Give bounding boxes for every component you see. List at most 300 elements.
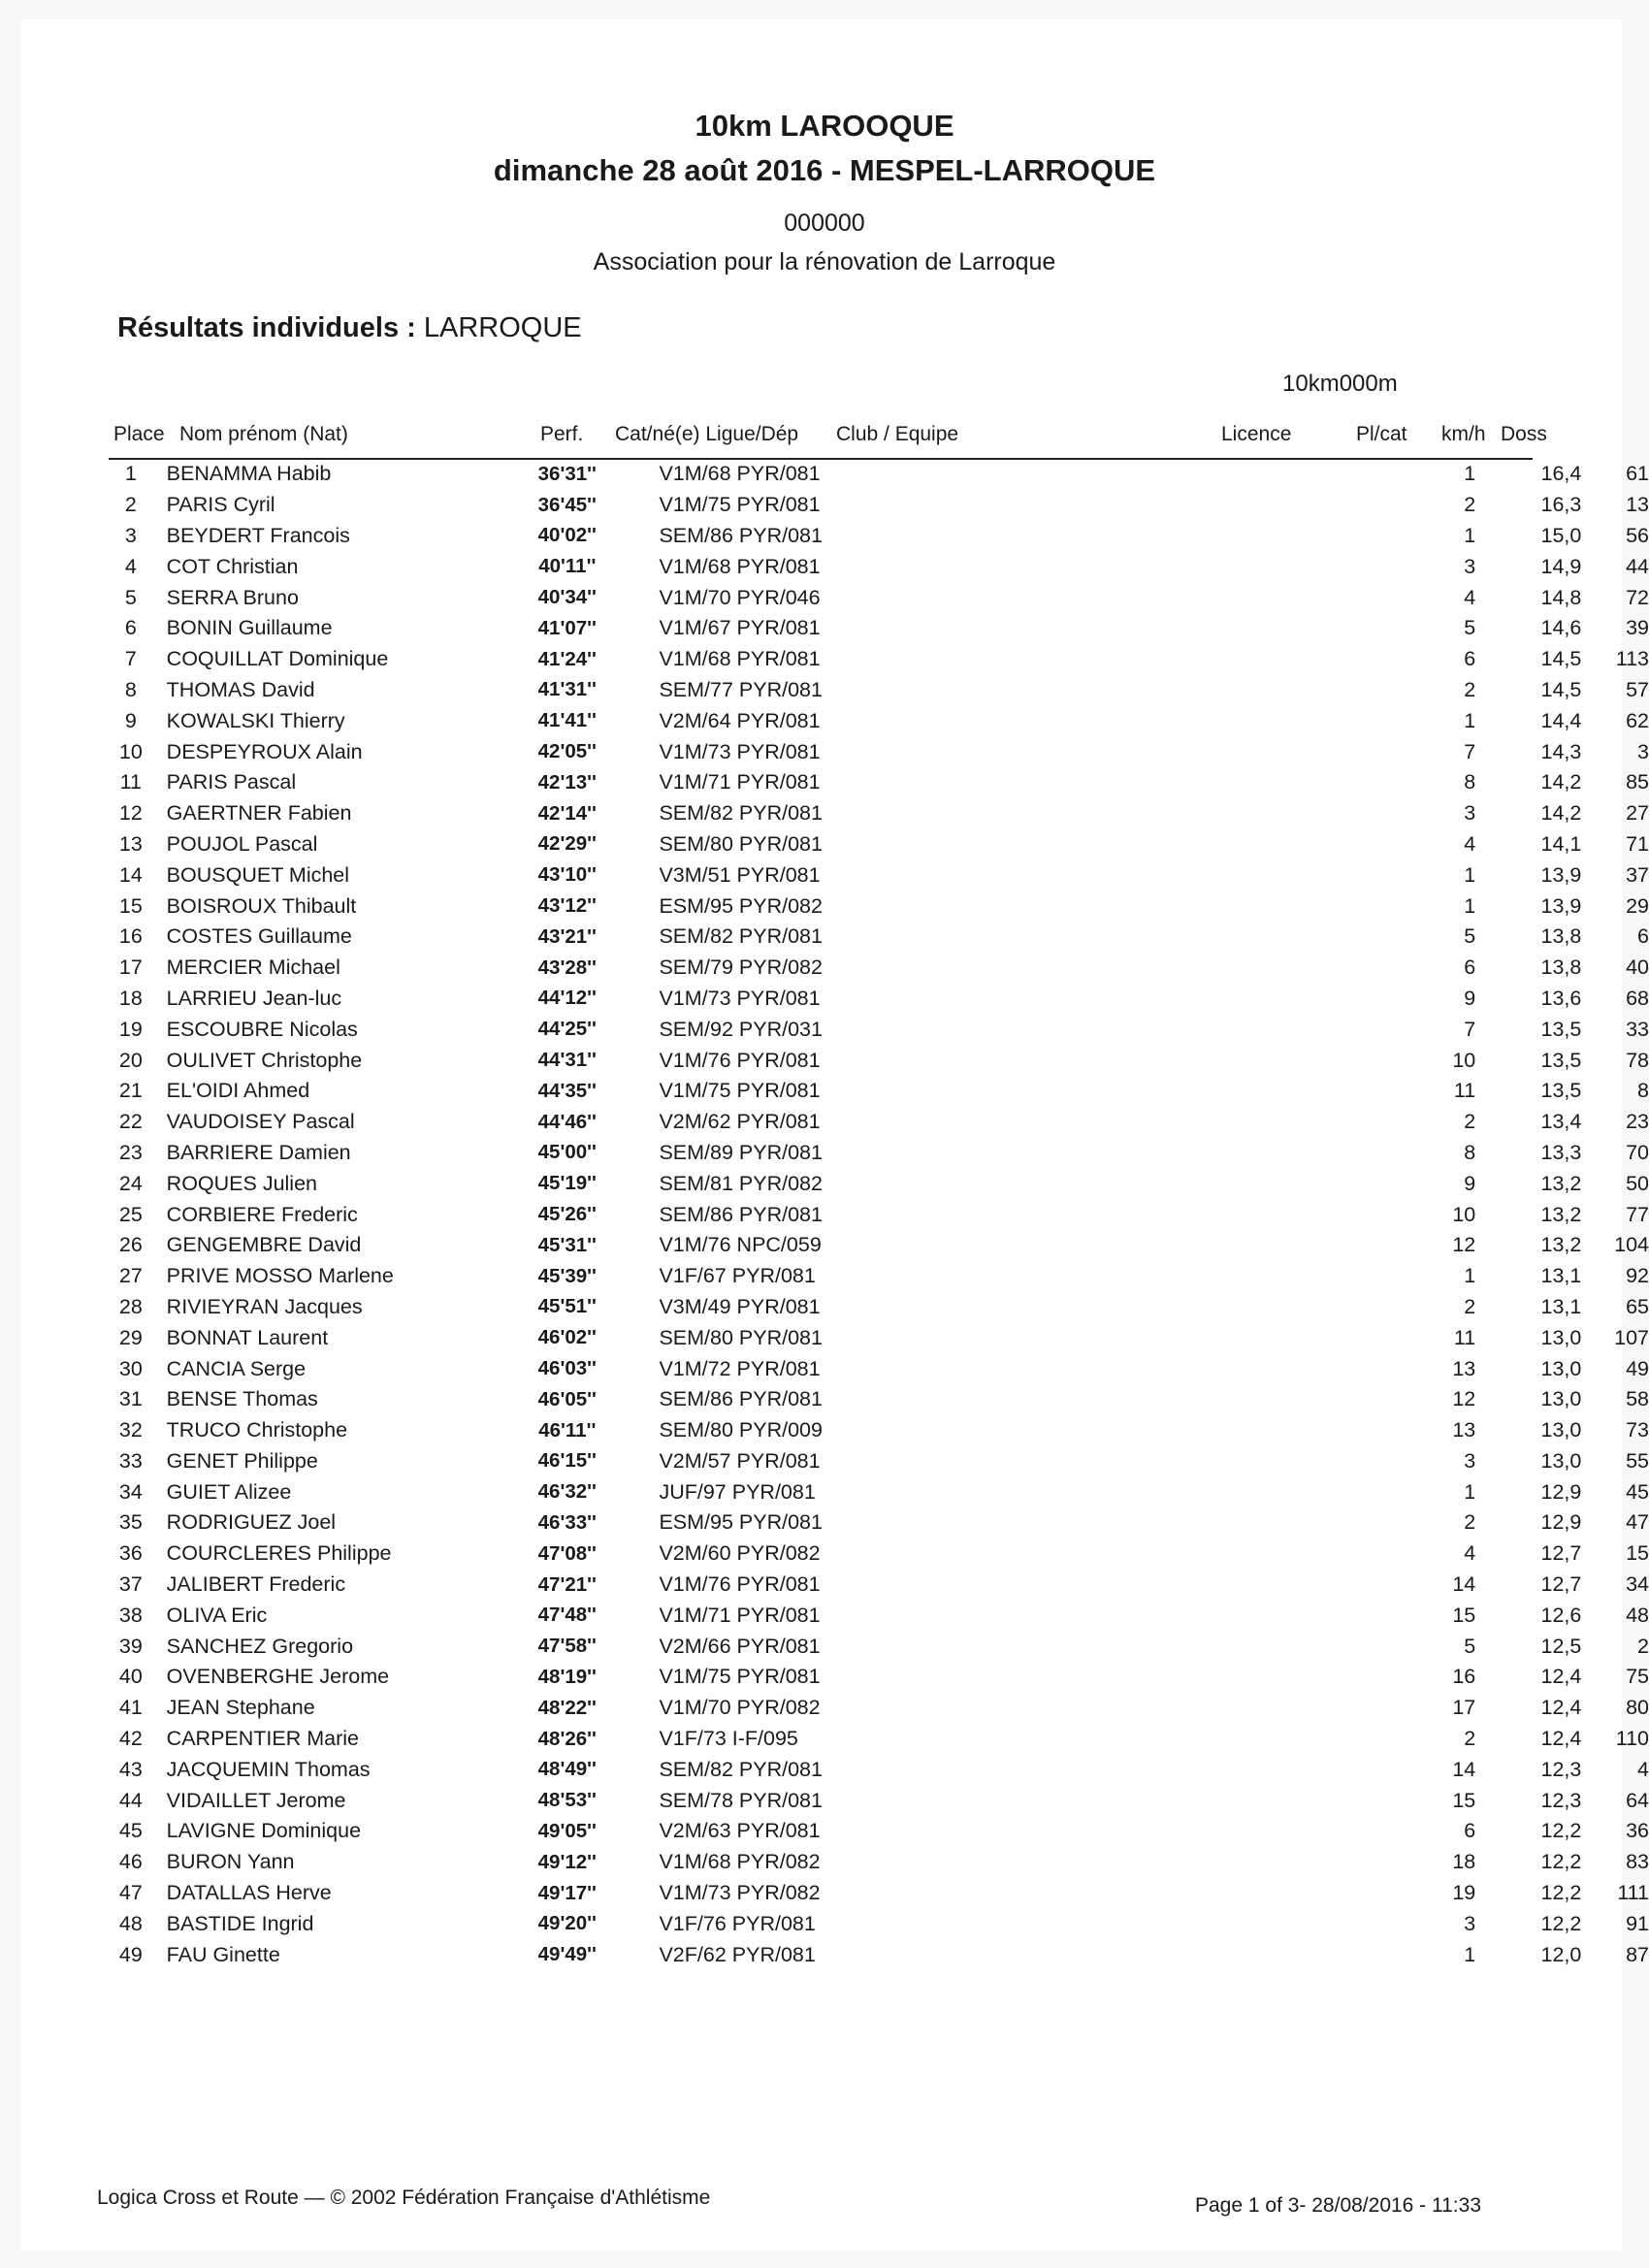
result-club <box>910 1199 1322 1230</box>
result-perf: 43'12'' <box>537 894 597 918</box>
result-bib: 2 <box>1637 1634 1649 1658</box>
result-place: 37 <box>118 1572 143 1597</box>
table-row <box>107 1693 1649 1724</box>
result-club <box>910 490 1322 521</box>
result-place-in-category: 3 <box>1464 554 1476 578</box>
result-category: V1M/71 PYR/081 <box>659 770 821 794</box>
table-row <box>107 767 1649 798</box>
result-club <box>910 798 1322 829</box>
result-place: 38 <box>118 1603 143 1627</box>
result-bib: 110 <box>1615 1727 1649 1751</box>
result-name: THOMAS David <box>166 677 315 701</box>
result-club <box>910 922 1322 953</box>
result-perf: 42'13'' <box>537 770 597 794</box>
result-perf: 44'25'' <box>537 1018 597 1041</box>
col-plcat: Pl/cat <box>1356 423 1407 445</box>
result-category: V1M/75 PYR/081 <box>659 1079 821 1103</box>
result-category: JUF/97 PYR/081 <box>659 1479 816 1504</box>
result-category: V1M/73 PYR/081 <box>659 986 821 1010</box>
result-name: ESCOUBRE Nicolas <box>166 1017 358 1041</box>
result-club <box>910 1816 1322 1847</box>
table-row <box>107 736 1649 767</box>
result-perf: 49'05'' <box>537 1819 597 1842</box>
table-row <box>107 1168 1649 1199</box>
result-perf: 46'33'' <box>537 1510 597 1534</box>
result-place-in-category: 6 <box>1464 1819 1476 1843</box>
result-perf: 47'48'' <box>537 1604 597 1627</box>
result-speed: 13,8 <box>1540 924 1582 949</box>
result-place: 47 <box>118 1881 143 1905</box>
result-perf: 43'28'' <box>537 956 597 979</box>
result-perf: 43'21'' <box>537 924 597 948</box>
result-place: 32 <box>118 1418 143 1442</box>
result-perf: 46'05'' <box>537 1387 597 1410</box>
result-club <box>910 1908 1322 1939</box>
result-place: 49 <box>118 1942 143 1966</box>
table-row <box>107 459 1649 490</box>
result-place: 16 <box>118 924 143 949</box>
result-category: V1M/72 PYR/081 <box>659 1356 821 1380</box>
result-bib: 85 <box>1626 770 1649 794</box>
result-club <box>910 551 1322 582</box>
result-club <box>910 459 1322 490</box>
result-place: 28 <box>118 1294 143 1318</box>
result-place-in-category: 6 <box>1464 647 1476 671</box>
result-speed: 12,9 <box>1540 1479 1582 1504</box>
result-name: POUJOL Pascal <box>166 831 318 856</box>
col-club: Club / Equipe <box>836 423 959 445</box>
result-name: CORBIERE Frederic <box>166 1202 358 1226</box>
result-club <box>910 984 1322 1015</box>
result-category: V1M/76 NPC/059 <box>659 1233 822 1257</box>
result-place: 14 <box>118 862 143 887</box>
result-club <box>910 1353 1322 1384</box>
result-club <box>910 675 1322 706</box>
result-club <box>910 1045 1322 1076</box>
result-place: 41 <box>118 1696 143 1720</box>
result-speed: 16,4 <box>1540 462 1582 486</box>
result-place-in-category: 1 <box>1464 708 1476 732</box>
result-place-in-category: 17 <box>1452 1696 1476 1720</box>
results-table <box>107 459 1649 1970</box>
result-place: 20 <box>118 1048 143 1072</box>
table-row <box>107 1138 1649 1169</box>
result-club <box>910 767 1322 798</box>
table-row <box>107 891 1649 922</box>
result-perf: 49'17'' <box>537 1881 597 1904</box>
result-name: TRUCO Christophe <box>166 1418 348 1442</box>
result-place-in-category: 10 <box>1452 1202 1476 1226</box>
result-name: SANCHEZ Gregorio <box>166 1634 354 1658</box>
table-row <box>107 1230 1649 1261</box>
result-name: BASTIDE Ingrid <box>166 1911 314 1935</box>
result-place: 11 <box>119 770 142 794</box>
result-name: KOWALSKI Thierry <box>166 708 345 732</box>
result-category: V1M/68 PYR/081 <box>659 554 821 578</box>
result-bib: 37 <box>1626 862 1649 887</box>
result-speed: 13,0 <box>1540 1448 1582 1473</box>
table-row <box>107 1384 1649 1415</box>
result-club <box>910 1138 1322 1169</box>
results-body <box>107 459 1649 1970</box>
table-row <box>107 1261 1649 1292</box>
result-bib: 48 <box>1626 1603 1649 1627</box>
result-bib: 91 <box>1626 1911 1649 1935</box>
result-place-in-category: 2 <box>1464 1110 1476 1134</box>
result-perf: 44'31'' <box>537 1049 597 1072</box>
result-name: BENSE Thomas <box>166 1387 318 1411</box>
result-club <box>910 582 1322 613</box>
result-club <box>910 1724 1322 1755</box>
result-place-in-category: 15 <box>1452 1603 1476 1627</box>
result-bib: 87 <box>1626 1942 1649 1966</box>
result-perf: 42'14'' <box>537 801 597 825</box>
result-speed: 12,2 <box>1540 1850 1582 1874</box>
result-place-in-category: 8 <box>1464 1140 1476 1164</box>
result-name: JALIBERT Frederic <box>166 1572 346 1597</box>
result-place-in-category: 11 <box>1453 1079 1476 1103</box>
result-bib: 65 <box>1626 1294 1649 1318</box>
result-place-in-category: 18 <box>1452 1850 1476 1874</box>
table-row <box>107 1292 1649 1323</box>
result-bib: 45 <box>1626 1479 1649 1504</box>
result-place-in-category: 12 <box>1452 1387 1476 1411</box>
result-place-in-category: 2 <box>1464 1510 1476 1535</box>
result-perf: 46'02'' <box>537 1326 597 1349</box>
result-name: JACQUEMIN Thomas <box>166 1757 371 1781</box>
result-category: V1M/68 PYR/081 <box>659 462 821 486</box>
table-row <box>107 582 1649 613</box>
result-speed: 12,5 <box>1540 1634 1582 1658</box>
result-category: SEM/92 PYR/031 <box>659 1017 823 1041</box>
table-row <box>107 490 1649 521</box>
result-name: BOISROUX Thibault <box>166 893 357 918</box>
result-perf: 45'31'' <box>537 1233 597 1256</box>
result-speed: 13,8 <box>1540 956 1582 980</box>
result-speed: 13,6 <box>1540 986 1582 1010</box>
result-place-in-category: 16 <box>1452 1665 1476 1689</box>
result-speed: 14,6 <box>1540 616 1582 640</box>
result-club <box>910 1754 1322 1785</box>
result-category: V1M/73 PYR/081 <box>659 739 821 763</box>
table-row <box>107 1724 1649 1755</box>
result-club <box>910 1476 1322 1507</box>
table-row <box>107 644 1649 675</box>
result-name: OULIVET Christophe <box>166 1048 363 1072</box>
result-speed: 14,2 <box>1540 801 1582 826</box>
result-club <box>910 1693 1322 1724</box>
result-place: 43 <box>118 1757 143 1781</box>
result-speed: 13,5 <box>1540 1079 1582 1103</box>
result-name: COQUILLAT Dominique <box>166 647 389 671</box>
result-place-in-category: 9 <box>1464 1171 1476 1195</box>
result-category: SEM/81 PYR/082 <box>659 1171 823 1195</box>
result-name: BONIN Guillaume <box>166 616 333 640</box>
result-perf: 44'12'' <box>537 987 597 1010</box>
result-bib: 58 <box>1626 1387 1649 1411</box>
result-perf: 46'03'' <box>537 1357 597 1379</box>
result-speed: 13,0 <box>1540 1387 1582 1411</box>
result-bib: 4 <box>1637 1757 1649 1781</box>
result-perf: 41'24'' <box>537 647 597 670</box>
result-category: V1M/76 PYR/081 <box>659 1048 821 1072</box>
result-category: V1M/67 PYR/081 <box>659 616 821 640</box>
result-perf: 48'49'' <box>537 1758 597 1781</box>
result-bib: 15 <box>1626 1541 1649 1566</box>
result-place: 19 <box>118 1017 143 1041</box>
result-bib: 71 <box>1626 831 1649 856</box>
result-place-in-category: 9 <box>1464 986 1476 1010</box>
table-row <box>107 675 1649 706</box>
result-place-in-category: 10 <box>1452 1048 1476 1072</box>
result-place-in-category: 14 <box>1452 1572 1476 1597</box>
result-place-in-category: 1 <box>1464 462 1476 486</box>
result-speed: 12,6 <box>1540 1603 1582 1627</box>
result-name: JEAN Stephane <box>166 1696 315 1720</box>
result-club <box>910 1539 1322 1570</box>
result-place-in-category: 3 <box>1464 1448 1476 1473</box>
result-speed: 13,5 <box>1540 1048 1582 1072</box>
result-bib: 111 <box>1617 1881 1649 1905</box>
result-name: PRIVE MOSSO Marlene <box>166 1264 394 1288</box>
result-name: CANCIA Serge <box>166 1356 307 1380</box>
result-place-in-category: 4 <box>1464 585 1476 609</box>
result-club <box>910 736 1322 767</box>
result-club <box>910 1847 1322 1878</box>
footer-software: Logica Cross et Route — © 2002 Fédération Française d'Athlétisme <box>97 2187 711 2209</box>
result-club <box>910 1107 1322 1138</box>
result-place-in-category: 1 <box>1464 862 1476 887</box>
table-row <box>107 1754 1649 1785</box>
result-speed: 13,0 <box>1540 1325 1582 1349</box>
table-row <box>107 829 1649 860</box>
result-category: V2M/66 PYR/081 <box>659 1634 821 1658</box>
result-name: SERRA Bruno <box>166 585 299 609</box>
table-row <box>107 1353 1649 1384</box>
result-club <box>910 1631 1322 1662</box>
result-bib: 49 <box>1626 1356 1649 1380</box>
result-category: V1M/75 PYR/081 <box>659 1665 821 1689</box>
result-speed: 14,9 <box>1540 554 1582 578</box>
result-perf: 46'32'' <box>537 1480 597 1504</box>
result-speed: 12,3 <box>1540 1788 1582 1812</box>
result-perf: 40'02'' <box>537 524 597 547</box>
result-perf: 45'51'' <box>537 1295 597 1318</box>
result-place: 10 <box>118 739 143 763</box>
result-club <box>910 1230 1322 1261</box>
result-category: V1M/68 PYR/081 <box>659 647 821 671</box>
result-speed: 16,3 <box>1540 493 1582 517</box>
result-place: 6 <box>124 616 137 640</box>
result-name: GENET Philippe <box>166 1448 318 1473</box>
result-place: 4 <box>124 554 137 578</box>
result-category: V1M/76 PYR/081 <box>659 1572 821 1597</box>
result-place-in-category: 2 <box>1464 677 1476 701</box>
table-row <box>107 953 1649 984</box>
table-row <box>107 1076 1649 1107</box>
result-bib: 27 <box>1626 801 1649 826</box>
result-perf: 48'19'' <box>537 1665 597 1688</box>
result-bib: 40 <box>1626 956 1649 980</box>
result-bib: 13 <box>1626 493 1649 517</box>
result-bib: 83 <box>1626 1850 1649 1874</box>
result-place-in-category: 7 <box>1464 1017 1476 1041</box>
result-name: RIVIEYRAN Jacques <box>166 1294 363 1318</box>
result-category: SEM/89 PYR/081 <box>659 1140 823 1164</box>
result-name: COT Christian <box>166 554 299 578</box>
result-place: 23 <box>118 1140 143 1164</box>
table-row <box>107 984 1649 1015</box>
event-subtitle: dimanche 28 août 2016 - MESPEL-LARROQUE <box>493 153 1156 187</box>
result-perf: 40'34'' <box>537 586 597 609</box>
result-club <box>910 953 1322 984</box>
result-perf: 45'39'' <box>537 1264 597 1287</box>
table-row <box>107 551 1649 582</box>
result-speed: 12,7 <box>1540 1541 1582 1566</box>
result-bib: 72 <box>1626 585 1649 609</box>
result-category: V1F/76 PYR/081 <box>659 1911 816 1935</box>
result-speed: 14,4 <box>1540 708 1582 732</box>
result-club <box>910 829 1322 860</box>
result-speed: 13,0 <box>1540 1418 1582 1442</box>
result-perf: 49'49'' <box>537 1943 597 1966</box>
table-row <box>107 1785 1649 1816</box>
result-club <box>910 1261 1322 1292</box>
result-name: OVENBERGHE Jerome <box>166 1665 390 1689</box>
result-place: 8 <box>124 677 137 701</box>
result-perf: 47'21'' <box>537 1572 597 1596</box>
result-place-in-category: 5 <box>1464 616 1476 640</box>
result-place-in-category: 12 <box>1452 1233 1476 1257</box>
result-name: OLIVA Eric <box>166 1603 268 1627</box>
result-perf: 41'07'' <box>537 616 597 639</box>
section-label: Résultats individuels : <box>117 312 416 343</box>
result-bib: 44 <box>1626 554 1649 578</box>
table-row <box>107 705 1649 736</box>
result-place-in-category: 15 <box>1452 1788 1476 1812</box>
result-place-in-category: 3 <box>1464 801 1476 826</box>
result-speed: 13,5 <box>1540 1017 1582 1041</box>
col-cat: Cat/né(e) Ligue/Dép <box>615 423 799 445</box>
result-category: V1M/73 PYR/082 <box>659 1881 821 1905</box>
result-speed: 13,2 <box>1540 1202 1582 1226</box>
result-club <box>910 1939 1322 1970</box>
result-category: V1M/75 PYR/081 <box>659 493 821 517</box>
result-bib: 73 <box>1626 1418 1649 1442</box>
result-perf: 45'19'' <box>537 1172 597 1195</box>
result-bib: 61 <box>1626 462 1649 486</box>
result-place: 15 <box>118 893 143 918</box>
table-row <box>107 1507 1649 1539</box>
table-row <box>107 1908 1649 1939</box>
table-row <box>107 1415 1649 1446</box>
table-row <box>107 1045 1649 1076</box>
table-row <box>107 922 1649 953</box>
result-place-in-category: 19 <box>1452 1881 1476 1905</box>
result-bib: 34 <box>1626 1572 1649 1597</box>
result-club <box>910 1446 1322 1477</box>
col-name: Nom prénom (Nat) <box>179 423 348 445</box>
result-name: RODRIGUEZ Joel <box>166 1510 337 1535</box>
col-place: Place <box>113 423 165 445</box>
result-place: 25 <box>118 1202 143 1226</box>
result-place-in-category: 2 <box>1464 1294 1476 1318</box>
event-code: 000000 <box>784 210 865 237</box>
table-row <box>107 1662 1649 1693</box>
result-name: BURON Yann <box>166 1850 295 1874</box>
result-speed: 14,8 <box>1540 585 1582 609</box>
result-place: 42 <box>118 1727 143 1751</box>
result-place-in-category: 7 <box>1464 739 1476 763</box>
result-bib: 56 <box>1626 523 1649 547</box>
result-category: SEM/77 PYR/081 <box>659 677 823 701</box>
result-category: V2M/63 PYR/081 <box>659 1819 821 1843</box>
result-place: 12 <box>118 801 143 826</box>
result-place: 30 <box>118 1356 143 1380</box>
result-speed: 12,3 <box>1540 1757 1582 1781</box>
result-perf: 36'31'' <box>537 462 597 485</box>
result-perf: 47'08'' <box>537 1541 597 1565</box>
result-bib: 55 <box>1626 1448 1649 1473</box>
result-perf: 44'46'' <box>537 1110 597 1133</box>
table-row <box>107 613 1649 644</box>
result-club <box>910 1570 1322 1601</box>
result-speed: 12,4 <box>1540 1665 1582 1689</box>
result-perf: 43'10'' <box>537 863 597 887</box>
section-heading <box>117 312 582 344</box>
result-place: 36 <box>118 1541 143 1566</box>
result-perf: 36'45'' <box>537 493 597 516</box>
result-speed: 13,4 <box>1540 1110 1582 1134</box>
result-speed: 13,9 <box>1540 893 1582 918</box>
result-speed: 12,2 <box>1540 1911 1582 1935</box>
table-row <box>107 1570 1649 1601</box>
result-bib: 92 <box>1626 1264 1649 1288</box>
table-row <box>107 1847 1649 1878</box>
result-club <box>910 859 1322 891</box>
result-place: 48 <box>118 1911 143 1935</box>
result-perf: 45'00'' <box>537 1141 597 1164</box>
result-category: V3M/51 PYR/081 <box>659 862 821 887</box>
result-category: SEM/79 PYR/082 <box>659 956 823 980</box>
result-category: SEM/86 PYR/081 <box>659 523 823 547</box>
result-category: SEM/80 PYR/081 <box>659 1325 823 1349</box>
result-name: MERCIER Michael <box>166 956 340 980</box>
result-place-in-category: 1 <box>1464 1942 1476 1966</box>
result-speed: 12,0 <box>1540 1942 1582 1966</box>
result-category: SEM/86 PYR/081 <box>659 1202 823 1226</box>
section-name: LARROQUE <box>423 312 582 343</box>
result-place: 31 <box>118 1387 143 1411</box>
result-place-in-category: 5 <box>1464 924 1476 949</box>
result-bib: 8 <box>1637 1079 1649 1103</box>
result-name: EL'OIDI Ahmed <box>166 1079 310 1103</box>
result-club <box>910 1384 1322 1415</box>
result-name: ROQUES Julien <box>166 1171 318 1195</box>
result-place: 34 <box>118 1479 143 1504</box>
table-row <box>107 1107 1649 1138</box>
result-speed: 14,1 <box>1540 831 1582 856</box>
result-place-in-category: 3 <box>1464 1911 1476 1935</box>
result-speed: 14,2 <box>1540 770 1582 794</box>
table-row <box>107 1322 1649 1353</box>
result-perf: 48'26'' <box>537 1727 597 1750</box>
table-row <box>107 1600 1649 1631</box>
result-place: 13 <box>118 831 143 856</box>
result-place-in-category: 2 <box>1464 493 1476 517</box>
result-perf: 41'41'' <box>537 709 597 732</box>
result-name: DESPEYROUX Alain <box>166 739 363 763</box>
